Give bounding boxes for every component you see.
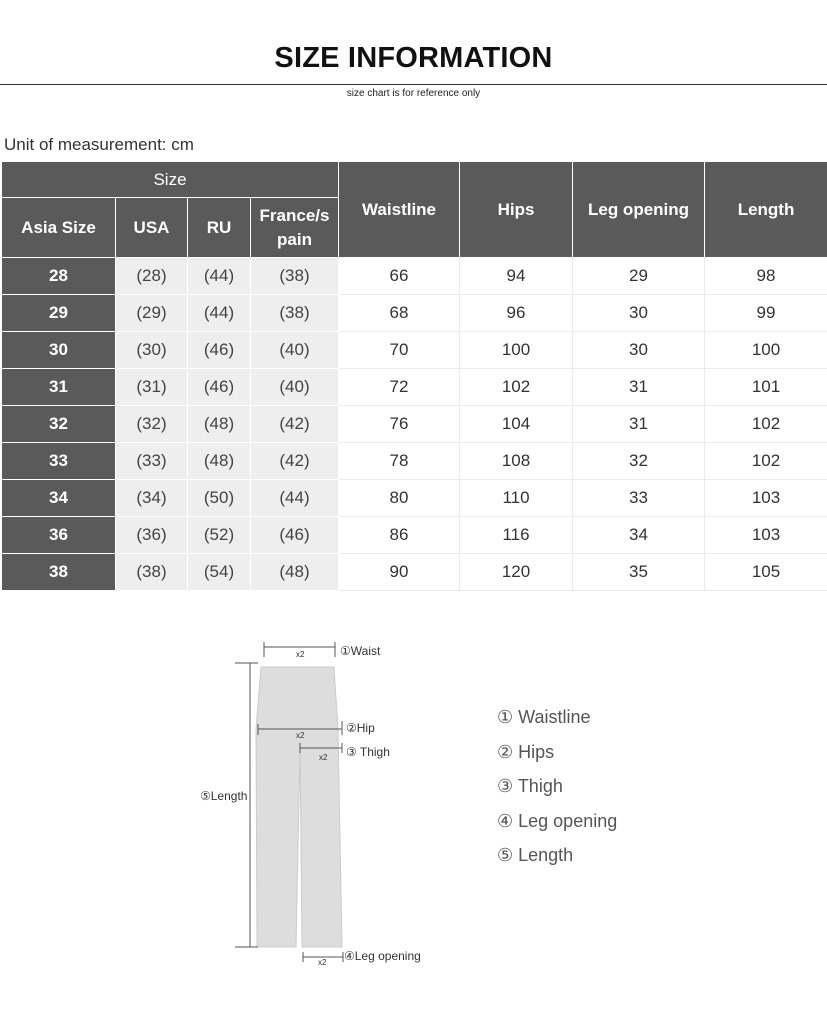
cell-length: 98 (705, 258, 827, 295)
cell-france: (38) (251, 295, 339, 332)
cell-ru: (50) (188, 480, 251, 517)
header-ru: RU (188, 198, 251, 258)
cell-france: (48) (251, 554, 339, 591)
cell-leg-opening: 31 (573, 369, 705, 406)
header-waistline: Waistline (339, 162, 460, 258)
pants-shape (256, 667, 342, 947)
cell-usa: (31) (116, 369, 188, 406)
table-row (2, 480, 827, 517)
page-title: SIZE INFORMATION (274, 42, 553, 74)
legend-hips: ② Hips (497, 741, 555, 762)
legend-waistline: ① Waistline (497, 707, 591, 727)
header-france-spain: France/s pain (251, 198, 339, 258)
cell-hips: 96 (460, 295, 573, 332)
cell-length: 103 (705, 480, 827, 517)
cell-length: 100 (705, 332, 827, 369)
cell-hips: 102 (460, 369, 573, 406)
cell-asia: 32 (2, 406, 116, 443)
x2-hip-label: x2 (296, 731, 305, 740)
cell-ru: (52) (188, 517, 251, 554)
cell-hips: 116 (460, 517, 573, 554)
cell-hips: 94 (460, 258, 573, 295)
table-row (2, 554, 827, 591)
cell-waistline: 70 (339, 332, 460, 369)
header-leg-opening: Leg opening (573, 162, 705, 258)
cell-ru: (46) (188, 369, 251, 406)
cell-ru: (48) (188, 406, 251, 443)
size-table (1, 161, 827, 591)
cell-waistline: 72 (339, 369, 460, 406)
cell-asia: 34 (2, 480, 116, 517)
cell-length: 105 (705, 554, 827, 591)
table-row (2, 258, 827, 295)
hip-label: ②Hip (346, 721, 375, 735)
cell-usa: (34) (116, 480, 188, 517)
cell-france: (46) (251, 517, 339, 554)
leg-opening-label: ④Leg opening (344, 949, 421, 963)
cell-waistline: 78 (339, 443, 460, 480)
cell-ru: (46) (188, 332, 251, 369)
pants-measurement-diagram (190, 635, 450, 975)
cell-hips: 108 (460, 443, 573, 480)
cell-waistline: 66 (339, 258, 460, 295)
cell-asia: 29 (2, 295, 116, 332)
cell-ru: (44) (188, 295, 251, 332)
size-table-body (2, 258, 827, 591)
cell-length: 102 (705, 406, 827, 443)
cell-ru: (44) (188, 258, 251, 295)
cell-france: (40) (251, 332, 339, 369)
table-row (2, 332, 827, 369)
cell-waistline: 80 (339, 480, 460, 517)
cell-length: 101 (705, 369, 827, 406)
cell-france: (42) (251, 406, 339, 443)
length-label: ⑤Length (200, 789, 248, 803)
cell-waistline: 76 (339, 406, 460, 443)
legend-thigh: ③ Thigh (497, 776, 563, 796)
cell-hips: 110 (460, 480, 573, 517)
cell-ru: (48) (188, 443, 251, 480)
cell-usa: (38) (116, 554, 188, 591)
waist-label: ①Waist (340, 644, 381, 658)
cell-usa: (36) (116, 517, 188, 554)
cell-asia: 33 (2, 443, 116, 480)
cell-asia: 31 (2, 369, 116, 406)
table-row (2, 295, 827, 332)
cell-hips: 120 (460, 554, 573, 591)
cell-leg-opening: 34 (573, 517, 705, 554)
header-asia-size: Asia Size (2, 198, 116, 258)
x2-waist-label: x2 (296, 650, 305, 659)
cell-leg-opening: 29 (573, 258, 705, 295)
measurement-legend (497, 705, 617, 878)
cell-hips: 104 (460, 406, 573, 443)
table-row (2, 517, 827, 554)
x2-leg-opening-label: x2 (318, 958, 327, 967)
cell-length: 103 (705, 517, 827, 554)
header-hips: Hips (460, 162, 573, 258)
unit-label: Unit of measurement: cm (4, 135, 194, 154)
cell-length: 102 (705, 443, 827, 480)
x2-thigh-label: x2 (319, 753, 328, 762)
pants-silhouette (256, 667, 342, 947)
thigh-label: ③ Thigh (346, 745, 390, 759)
cell-asia: 36 (2, 517, 116, 554)
cell-usa: (28) (116, 258, 188, 295)
cell-length: 99 (705, 295, 827, 332)
cell-usa: (30) (116, 332, 188, 369)
table-row (2, 406, 827, 443)
legend-leg-opening: ④ Leg opening (497, 810, 618, 831)
table-row (2, 369, 827, 406)
cell-usa: (33) (116, 443, 188, 480)
cell-france: (40) (251, 369, 339, 406)
reference-note: size chart is for reference only (346, 88, 481, 99)
cell-france: (42) (251, 443, 339, 480)
cell-leg-opening: 33 (573, 480, 705, 517)
table-row (2, 443, 827, 480)
cell-usa: (29) (116, 295, 188, 332)
cell-france: (38) (251, 258, 339, 295)
legend-length: ⑤ Length (497, 845, 574, 865)
cell-leg-opening: 30 (573, 295, 705, 332)
cell-leg-opening: 31 (573, 406, 705, 443)
cell-france: (44) (251, 480, 339, 517)
cell-usa: (32) (116, 406, 188, 443)
cell-waistline: 90 (339, 554, 460, 591)
cell-leg-opening: 35 (573, 554, 705, 591)
cell-asia: 38 (2, 554, 116, 591)
cell-ru: (54) (188, 554, 251, 591)
cell-hips: 100 (460, 332, 573, 369)
size-group-header: Size (2, 162, 339, 198)
cell-waistline: 68 (339, 295, 460, 332)
header-usa: USA (116, 198, 188, 258)
cell-asia: 30 (2, 332, 116, 369)
cell-leg-opening: 30 (573, 332, 705, 369)
cell-waistline: 86 (339, 517, 460, 554)
cell-asia: 28 (2, 258, 116, 295)
header-length: Length (705, 162, 827, 258)
title-divider (0, 84, 827, 85)
cell-leg-opening: 32 (573, 443, 705, 480)
